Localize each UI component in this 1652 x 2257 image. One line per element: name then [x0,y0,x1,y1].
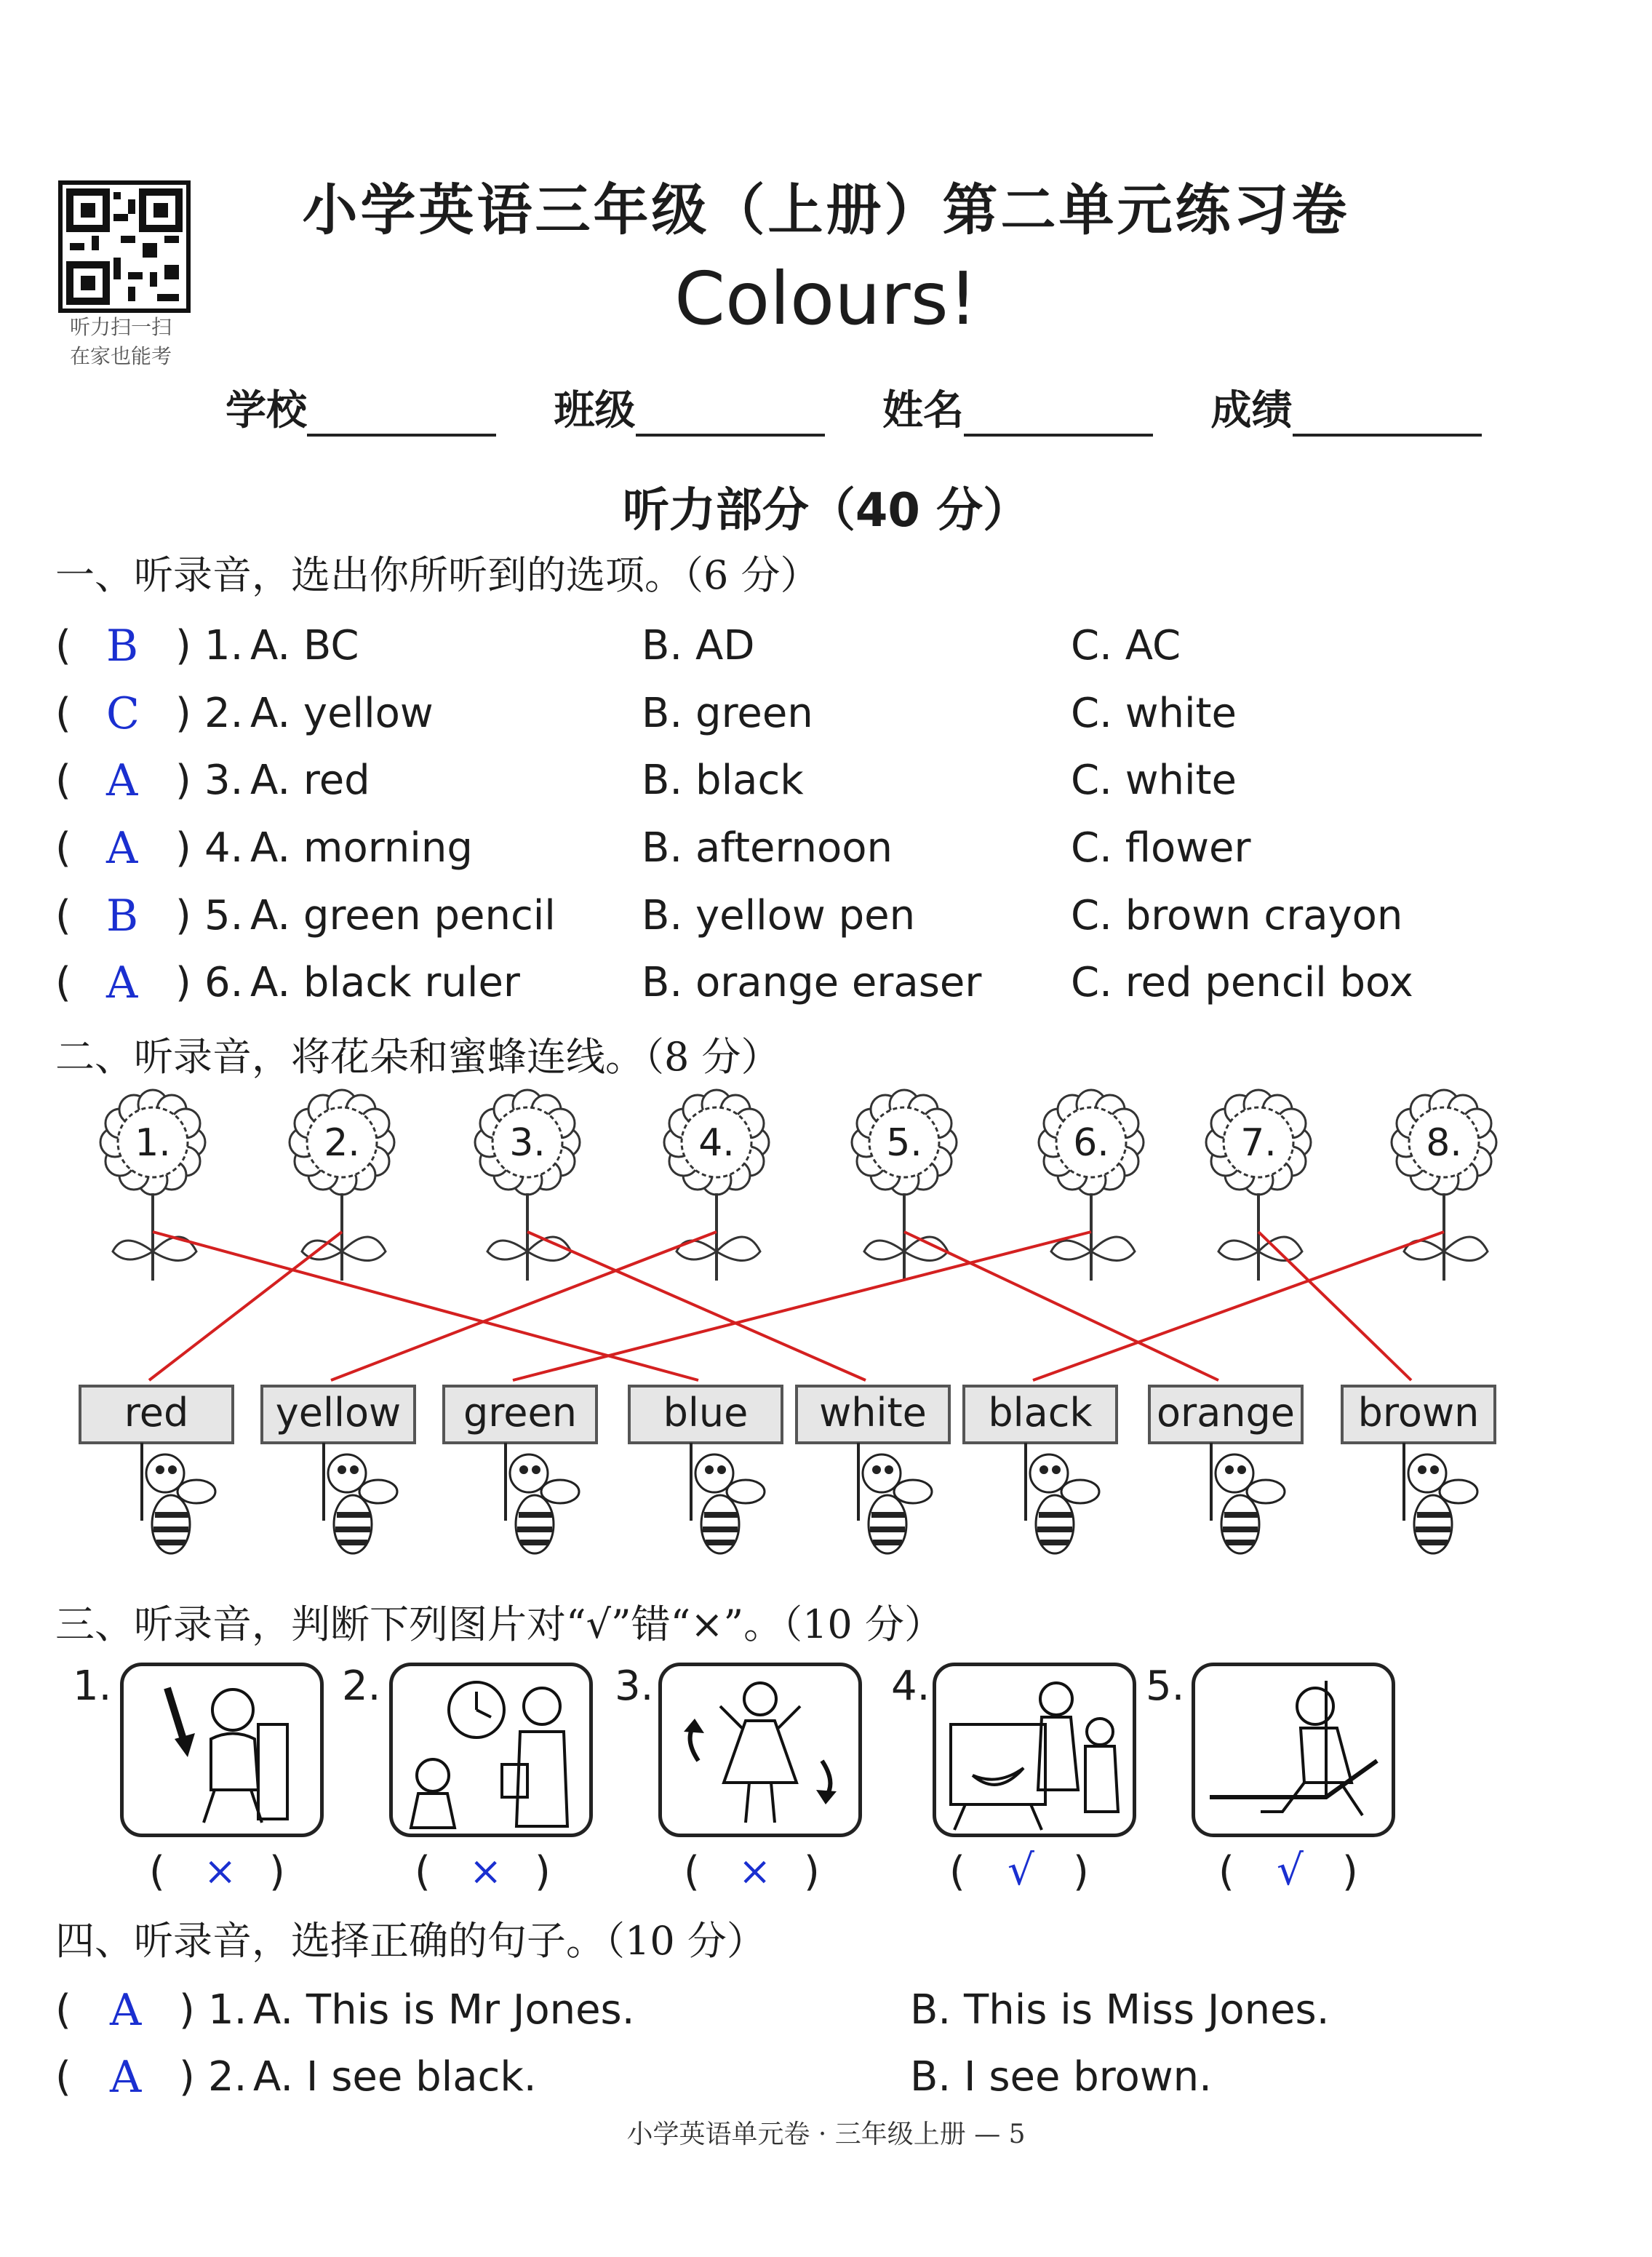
flower-8 [1392,1090,1496,1281]
bee-color-label: red [124,1390,189,1436]
bee-brown [1342,1386,1495,1553]
qr-caption-line2: 在家也能考 [69,344,172,368]
listening-section-title: 听力部分（40 分） [622,484,1030,538]
option-a: A. green pencil [250,892,556,939]
school-label: 学校 [226,387,307,434]
bee-red [80,1386,233,1553]
bee-row [80,1386,1495,1553]
option-b: B. AD [642,622,755,669]
answer-mark[interactable]: A [106,755,138,806]
part3-heading: 三、听录音，判断下列图片对“√”错“×”。（10 分） [55,1601,943,1647]
answer-mark[interactable]: B [106,621,139,672]
question-number: 5. [204,892,244,939]
option-a: A. BC [250,622,359,669]
flower-number: 2. [324,1121,360,1165]
flower-1 [100,1090,205,1281]
flower-number: 5. [886,1121,922,1165]
bee-color-label: orange [1156,1390,1296,1436]
option-a: A. black ruler [250,959,520,1006]
option-c: C. red pencil box [1071,959,1413,1006]
flower-number: 6. [1073,1121,1109,1165]
picture-number: 2. [342,1663,381,1710]
bee-orange [1149,1386,1302,1553]
picture-box-girl-turning [658,1663,862,1837]
question-number: 2. [204,690,244,737]
picture-number: 4. [891,1663,930,1710]
option-a: A. This is Mr Jones. [253,1986,635,2034]
page-title: 小学英语三年级（上册）第二单元练习卷 [302,178,1350,242]
option-c: C. white [1071,757,1237,804]
picture-box-boy-crouching [1192,1663,1395,1837]
part1-heading: 一、听录音，选出你所听到的选项。（6 分） [55,552,820,598]
flower-bee-matching-figure [0,1084,1652,1579]
bee-color-label: yellow [275,1390,402,1436]
page-subtitle: Colours! [674,256,978,341]
bee-white [797,1386,949,1553]
match-line-7-brown [1258,1232,1411,1380]
option-c: C. brown crayon [1071,892,1403,939]
answer-mark[interactable]: A [106,823,138,874]
name-label: 姓名 [882,387,964,434]
girl-turn-around-icon [662,1666,858,1834]
children-drawing-banana-icon [936,1666,1133,1834]
school-blank[interactable] [307,397,496,437]
tf-answer[interactable]: × [738,1848,772,1894]
tf-answer-row: ( [684,1848,700,1895]
question-number: 2. [208,2053,247,2101]
option-a: A. I see black. [253,2053,537,2101]
part4-heading: 四、听录音，选择正确的句子。（10 分） [55,1918,766,1964]
tf-answer-row: ( [1218,1848,1234,1895]
tf-answer-row: ( [415,1848,431,1895]
flower-number: 4. [698,1121,735,1165]
clock-teacher-icon [393,1666,589,1834]
score-blank[interactable] [1293,397,1482,437]
option-b: B. This is Miss Jones. [910,1986,1330,2034]
tf-answer[interactable]: × [204,1848,237,1894]
option-b: B. I see brown. [910,2053,1212,2101]
option-b: B. yellow pen [642,892,916,939]
boy-sit-down-icon [124,1666,320,1834]
class-blank[interactable] [636,397,825,437]
bee-green [444,1386,596,1553]
option-a: A. yellow [250,690,434,737]
flower-number: 8. [1426,1121,1462,1165]
option-b: B. afternoon [642,824,893,872]
student-info-row [226,378,1482,437]
flower-5 [852,1090,957,1281]
option-c: C. white [1071,690,1237,737]
boy-crouch-icon [1195,1666,1392,1834]
question-number: 6. [204,959,244,1006]
tf-answer[interactable]: √ [1007,1845,1034,1895]
picture-box-boy-sitting [120,1663,324,1837]
page-footer: 小学英语单元卷 · 三年级上册 — 5 [626,2119,1026,2149]
flower-4 [664,1090,769,1281]
tf-answer[interactable]: √ [1277,1845,1304,1895]
bee-color-label: blue [663,1390,749,1436]
flower-6 [1039,1090,1144,1281]
qr-caption-line1: 听力扫一扫 [69,315,172,339]
flower-7 [1206,1090,1311,1281]
question-number: 1. [204,622,244,669]
tf-answer[interactable]: × [469,1848,503,1894]
name-blank[interactable] [964,397,1153,437]
part2-heading: 二、听录音，将花朵和蜜蜂连线。（8 分） [55,1034,781,1080]
picture-number: 5. [1146,1663,1185,1710]
answer-mark[interactable]: B [106,891,139,942]
bee-color-label: green [463,1390,577,1436]
bee-blue [629,1386,782,1553]
option-b: B. black [642,757,804,804]
answer-mark[interactable]: C [106,688,140,739]
tf-answer-row: ( [149,1848,165,1895]
flower-number: 1. [135,1121,171,1165]
question-number: 1. [208,1986,247,2034]
bee-color-label: brown [1357,1390,1480,1436]
flower-row [100,1090,1496,1281]
option-b: B. green [642,690,813,737]
match-line-6-green [513,1232,1091,1380]
picture-number: 3. [615,1663,654,1710]
picture-box-children-painting [933,1663,1136,1837]
option-a: A. red [250,757,370,804]
picture-box-clock-teacher [389,1663,593,1837]
bee-color-label: white [819,1390,927,1436]
bee-yellow [262,1386,415,1553]
flower-number: 3. [509,1121,546,1165]
flower-3 [475,1090,580,1281]
class-label: 班级 [554,387,636,434]
match-line-1-blue [153,1232,698,1380]
question-number: 3. [204,757,244,804]
flower-2 [290,1090,394,1281]
tf-answer-row: ( [949,1848,965,1895]
option-c: C. AC [1071,622,1181,669]
score-label: 成绩 [1210,387,1293,434]
flower-number: 7. [1240,1121,1277,1165]
bee-color-label: black [988,1390,1093,1436]
question-number: 4. [204,824,244,872]
option-c: C. flower [1071,824,1251,872]
option-b: B. orange eraser [642,959,982,1006]
answer-mark[interactable]: A [110,1985,142,2036]
option-a: A. morning [250,824,473,872]
answer-mark[interactable]: A [106,958,138,1008]
bee-black [964,1386,1117,1553]
picture-number: 1. [73,1663,112,1710]
answer-mark[interactable]: A [110,2052,142,2103]
